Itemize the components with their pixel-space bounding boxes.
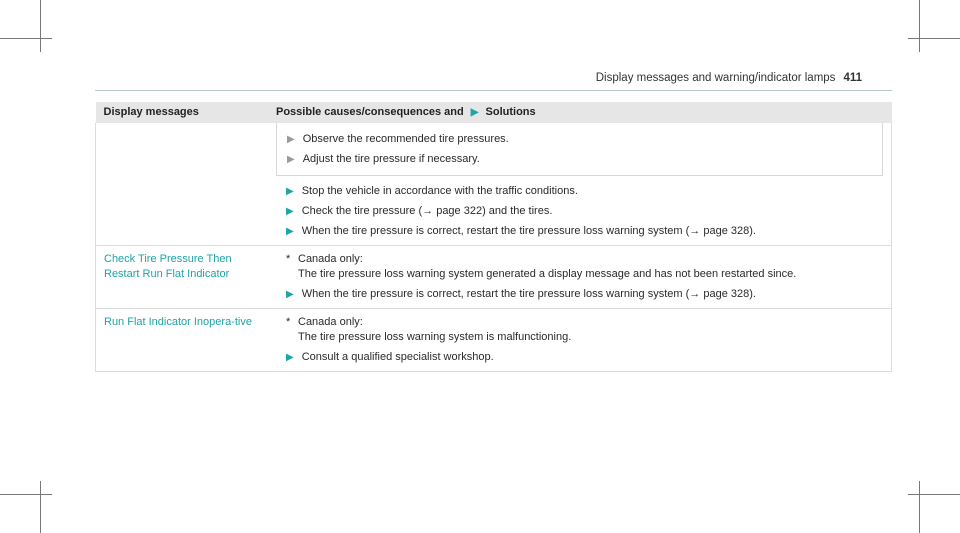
crop-mark: [908, 494, 960, 495]
list-item: ▶ Consult a qualified specialist workshop.: [286, 351, 494, 363]
cause-text: The tire pressure loss warning system is malfunctioning.: [298, 331, 572, 343]
crop-mark: [40, 481, 41, 533]
play-triangle-icon: ▶: [286, 289, 294, 300]
play-triangle-icon: ▶: [286, 186, 294, 197]
display-messages-table: [95, 102, 892, 372]
header-rule: [95, 90, 892, 91]
col-header-causes: [268, 102, 892, 123]
message-run-flat-inoperative: Run Flat Indicator Inopera-tive: [96, 309, 269, 372]
note-line: * Canada only:: [286, 316, 363, 328]
col-header-display-messages: Display messages: [96, 102, 269, 123]
boxed-steps: [276, 123, 883, 176]
footnote-star: *: [286, 316, 291, 328]
col-header-solutions-label: Solutions: [485, 106, 536, 118]
message-cell-empty: [96, 123, 269, 246]
list-item: ▶ Adjust the tire pressure if necessary.: [287, 153, 480, 165]
list-item: ▶ Stop the vehicle in accordance with the traffic conditions.: [286, 185, 578, 197]
table-row: [96, 309, 892, 372]
list-item: ▶ Check the tire pressure (→ page 322) and the tires.: [286, 205, 553, 217]
list-item: ▶ When the tire pressure is correct, restart the tire pressure loss warning system (→ page 328).: [286, 225, 756, 237]
message-check-tire-pressure: Check Tire Pressure Then Restart Run Flat Indicator: [96, 246, 269, 309]
table-header-row: [96, 102, 892, 123]
list-item: ▶ When the tire pressure is correct, restart the tire pressure loss warning system (→ page 328).: [286, 288, 756, 300]
play-triangle-icon: ▶: [286, 206, 294, 217]
solutions-cell: [268, 123, 892, 246]
running-head-title: Display messages and warning/indicator lamps: [595, 72, 836, 84]
play-triangle-icon: ▶: [470, 107, 479, 118]
crop-mark: [919, 0, 920, 52]
crop-mark: [919, 481, 920, 533]
page-number: 411: [843, 72, 862, 84]
footnote-star: *: [286, 253, 291, 265]
crop-mark: [908, 38, 960, 39]
note-line: * Canada only:: [286, 253, 363, 265]
cause-text: The tire pressure loss warning system generated a display message and has not been restarted since.: [298, 268, 797, 280]
table-row: [96, 246, 892, 309]
table-row-continuation: [96, 123, 892, 246]
solutions-cell: [268, 246, 892, 309]
crop-mark: [40, 0, 41, 52]
play-triangle-icon: ▶: [286, 226, 294, 237]
play-triangle-icon: ▶: [287, 154, 295, 165]
solutions-cell: [268, 309, 892, 372]
col-header-causes-label: Possible causes/consequences and: [276, 106, 464, 118]
list-item: ▶ Observe the recommended tire pressures.: [287, 133, 509, 145]
crop-mark: [0, 494, 52, 495]
play-triangle-icon: ▶: [286, 352, 294, 363]
crop-mark: [0, 38, 52, 39]
play-triangle-icon: ▶: [287, 134, 295, 145]
running-head: [596, 72, 862, 84]
